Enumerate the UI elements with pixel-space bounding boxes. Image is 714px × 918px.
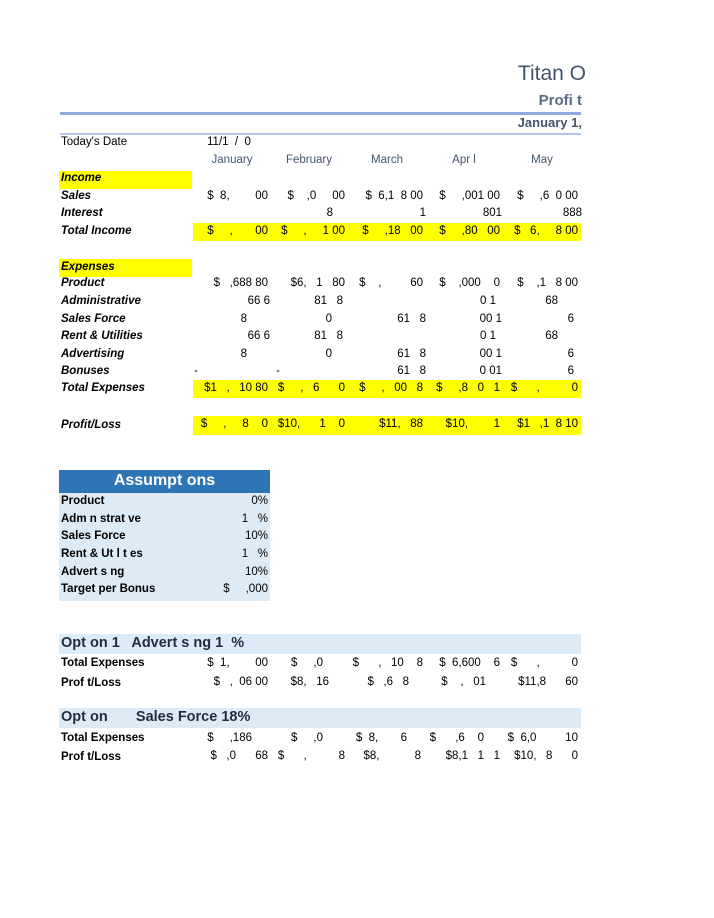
assumption-sales-force-label: Sales Force	[61, 530, 126, 542]
advertising-mar: 61 8	[397, 348, 426, 360]
sales-force-apr: 00 1	[479, 313, 502, 325]
date-header: January 1,	[517, 115, 582, 130]
rent-utilities-label: Rent & Utilities	[61, 330, 143, 342]
bonuses-feb: -	[276, 365, 280, 377]
option1-total-expenses-feb: $ ,0	[291, 657, 323, 669]
sales-feb: $ ,0 00	[287, 190, 345, 202]
product-apr: $ ,000 0	[439, 277, 500, 289]
bonuses-jan: -	[194, 365, 198, 377]
option2-profit-loss-label: Prof t/Loss	[61, 751, 122, 763]
interest-apr: 801	[482, 207, 502, 219]
option1-profit-loss-mar: $ ,6 8	[367, 676, 409, 688]
sales-jan: $ 8, 00	[207, 190, 268, 202]
assumption-rent-utilities-label: Rent & Ut l t es	[61, 548, 143, 560]
month-may: May	[531, 154, 553, 166]
administrative-apr: 0 1	[480, 295, 496, 307]
total-income-jan: $ , 00	[207, 225, 268, 237]
option1-profit-loss-label: Prof t/Loss	[61, 677, 122, 689]
option2-profit-loss-apr: $8,1 1 1	[445, 750, 500, 762]
profit-loss-feb: $10, 1 0	[277, 418, 345, 430]
advertising-apr: 00 1	[479, 348, 502, 360]
option1-total-expenses-may: $ , 0	[510, 657, 578, 669]
option1-profit-loss-may: $11,8 60	[518, 676, 578, 688]
assumption-advertising-value: 10%	[244, 566, 268, 578]
profit-loss-mar: $11, 88	[379, 418, 423, 430]
total-income-apr: $ ,80 00	[439, 225, 500, 237]
income-heading: Income	[61, 172, 102, 184]
profit-loss-label: Profit/Loss	[61, 419, 122, 431]
product-may: $ ,1 8 00	[517, 277, 578, 289]
interest-may: 888	[562, 207, 582, 219]
option1-profit-loss-apr: $ , 01	[441, 676, 486, 688]
administrative-may: 68	[545, 295, 558, 307]
option1-profit-loss-feb: $8, 16	[290, 676, 329, 688]
product-jan: $ ,688 80	[213, 277, 268, 289]
assumption-advertising-label: Advert s ng	[61, 566, 125, 578]
advertising-jan: 8	[240, 348, 247, 360]
bonuses-may: 6	[567, 365, 574, 377]
bonuses-label: Bonuses	[61, 365, 110, 377]
assumptions-heading: Assumpt ons	[59, 470, 270, 493]
report-subtitle: Profi t	[538, 92, 582, 109]
bonuses-apr: 0 01	[479, 365, 502, 377]
sales-mar: $ 6,1 8 00	[365, 190, 423, 202]
administrative-feb: 81 8	[314, 295, 343, 307]
profit-loss-apr: $10, 1	[445, 418, 500, 430]
option1-profit-loss-jan: $ , 06 00	[213, 676, 268, 688]
option2-total-expenses-feb: $ ,0	[291, 732, 323, 744]
option2-profit-loss-feb: $ , 8	[277, 750, 345, 762]
rent-utilities-feb: 81 8	[314, 330, 343, 342]
sales-force-jan: 8	[240, 313, 247, 325]
total-expenses-mar: $ , 00 8	[359, 382, 423, 394]
sales-force-label: Sales Force	[61, 313, 126, 325]
advertising-may: 6	[567, 348, 574, 360]
option2-total-expenses-may: $ 6,0 10	[507, 732, 578, 744]
assumption-target-bonus-value: $ ,000	[223, 583, 268, 595]
rent-utilities-jan: 66 6	[247, 330, 270, 342]
assumption-target-bonus-label: Target per Bonus	[61, 583, 156, 595]
month-april: Apr l	[452, 154, 476, 166]
sales-may: $ ,6 0 00	[517, 190, 578, 202]
sales-force-may: 6	[567, 313, 574, 325]
month-january: January	[211, 154, 253, 166]
option2-total-expenses-mar: $ 8, 6	[355, 732, 407, 744]
expenses-heading: Expenses	[61, 261, 115, 273]
product-label: Product	[61, 277, 105, 289]
option1-total-expenses-jan: $ 1, 00	[207, 657, 268, 669]
total-income-label: Total Income	[61, 225, 132, 237]
option2-total-expenses-apr: $ ,6 0	[429, 732, 484, 744]
product-mar: $ , 60	[359, 277, 423, 289]
interest-label: Interest	[61, 207, 103, 219]
company-title: Titan O	[517, 62, 586, 85]
todays-date-label: Today's Date	[61, 136, 128, 148]
assumption-product-label: Product	[61, 495, 105, 507]
option2-profit-loss-mar: $8, 8	[363, 750, 421, 762]
assumption-sales-force-value: 10%	[244, 530, 268, 542]
option2-total-expenses-label: Total Expenses	[61, 732, 145, 744]
sales-force-mar: 61 8	[397, 313, 426, 325]
sales-apr: $ ,001 00	[439, 190, 500, 202]
product-feb: $6, 1 80	[290, 277, 345, 289]
assumption-rent-utilities-value: 1 %	[241, 548, 268, 560]
interest-mar: 1	[419, 207, 426, 219]
header-rule-thin	[60, 133, 581, 135]
total-expenses-feb: $ , 6 0	[277, 382, 345, 394]
sales-label: Sales	[61, 190, 92, 202]
assumption-administrative-value: 1 %	[241, 513, 268, 525]
month-march: March	[371, 154, 403, 166]
administrative-label: Administrative	[61, 295, 141, 307]
option1-title: Opt on 1 Advert s ng 1 %	[61, 635, 245, 651]
total-expenses-jan: $1 , 10 80	[204, 382, 268, 394]
todays-date-value: 11/1 / 0	[207, 136, 251, 148]
administrative-jan: 66 6	[247, 295, 270, 307]
rent-utilities-apr: 0 1	[480, 330, 496, 342]
option1-total-expenses-label: Total Expenses	[61, 657, 145, 669]
profit-loss-jan: $ , 8 0	[200, 418, 268, 430]
total-expenses-apr: $ ,8 0 1	[436, 382, 500, 394]
total-expenses-label: Total Expenses	[61, 382, 145, 394]
rent-utilities-may: 68	[545, 330, 558, 342]
bonuses-mar: 61 8	[397, 365, 426, 377]
sales-force-feb: 0	[325, 313, 332, 325]
month-february: February	[285, 154, 333, 166]
assumption-product-value: 0%	[251, 495, 268, 507]
total-income-feb: $ , 1 00	[281, 225, 345, 237]
total-income-mar: $ ,18 00	[362, 225, 423, 237]
total-income-may: $ 6, 8 00	[514, 225, 578, 237]
option2-profit-loss-may: $10, 8 0	[514, 750, 578, 762]
profit-loss-may: $1 ,1 8 10	[517, 418, 578, 430]
option2-title: Opt on Sales Force 18%	[61, 709, 251, 725]
assumption-administrative-label: Adm n strat ve	[61, 513, 141, 525]
header-rule	[60, 112, 581, 115]
total-expenses-may: $ , 0	[510, 382, 578, 394]
option2-profit-loss-jan: $ ,0 68	[210, 750, 268, 762]
interest-feb: 8	[326, 207, 333, 219]
advertising-label: Advertising	[61, 348, 125, 360]
option1-total-expenses-mar: $ , 10 8	[352, 657, 423, 669]
option1-total-expenses-apr: $ 6,600 6	[439, 657, 500, 669]
advertising-feb: 0	[325, 348, 332, 360]
option2-total-expenses-jan: $ ,186	[207, 732, 252, 744]
